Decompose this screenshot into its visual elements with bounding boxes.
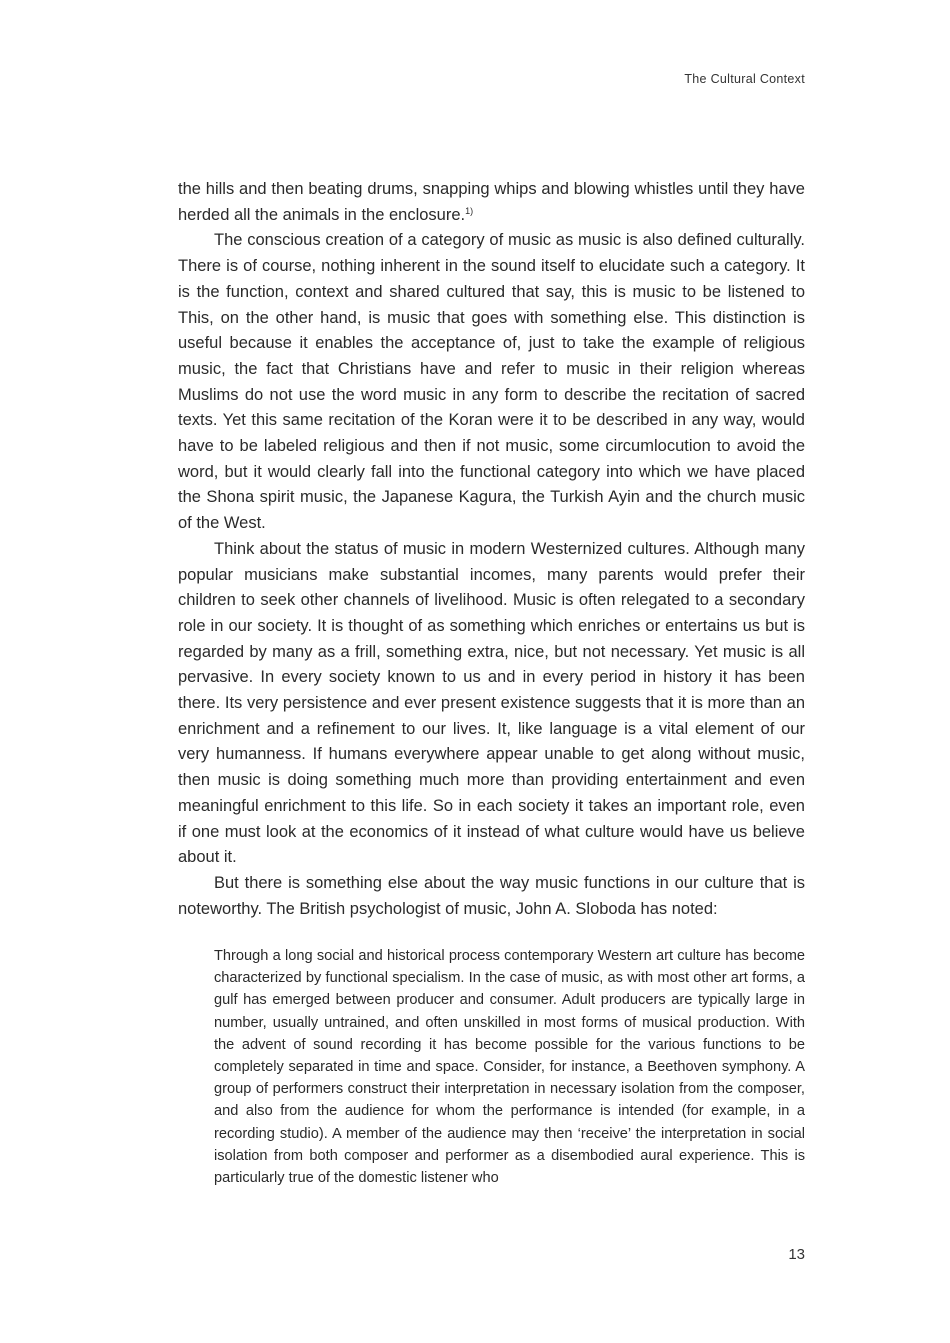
paragraph-3: Think about the status of music in modern Westernized cultures. Although many popular musicians make substantial incomes, many parents would prefer their children to seek other channels of livelihood. Music is often relegated to a secondary role in our society. It is thought of as something which enriches or entertains us but is regarded by many as a frill, something extra, nice, but not necessary. Yet music is all pervasive. In every society known to us and in every period in history it has been there. Its very persistence and ever present existence suggests that it is more than an enrichment and a refinement to our lives. It, like language is a vital element of our very humanness. If humans everywhere appear unable to get along without music, then music is doing something much more than providing entertainment and even meaningful enrichment to this life. So in each society it takes an important role, even if one must look at the economics of it instead of what culture would have us believe about it. bbox=[178, 539, 805, 867]
quote-text: Through a long social and historical process contemporary Western art culture has become characterized by functional specialism. In the case of music, as with most other art forms, a gulf has emerged between producer and consumer. Adult producers are typically large in number, usually untrained, and often unskilled in most forms of musical production. With the advent of sound recording it has become possible for the various functions to be completely separated in time and space. Consider, for instance, a Beethoven symphony. A group of performers construct their interpretation in necessary isolation from the composer, and also from the audience for whom the performance is intended (for example, in a recording studio). A member of the audience may then ‘receive’ the interpretation in social isolation from both composer and performer as a disembodied aural experience. This is particularly true of the domestic listener who bbox=[214, 948, 805, 1187]
paragraph-1-text: the hills and then beating drums, snapping whips and blowing whistles until they have herded all the animals in the enclosure. bbox=[178, 180, 805, 224]
main-text bbox=[178, 177, 805, 922]
paragraph-2: The conscious creation of a category of music as music is also defined culturally. There is of course, nothing inherent in the sound itself to elucidate such a category. It is the function, context and shared cultured that say, this is music to be listened to This, on the other hand, is music that goes with something else. This distinction is useful because it enables the acceptance of, just to take the example of religious music, the fact that Christians have and refer to music in their religion whereas Muslims do not use the word music in any form to describe the recitation of sacred texts. Yet this same recitation of the Koran were it to be described in any way, would have to be labeled religious and then if not music, some circumlocution to avoid the word, but it would clearly fall into the functional category into which we have placed the Shona spirit music, the Japanese Kagura, the Turkish Ayin and the church music of the West. bbox=[178, 231, 805, 533]
paragraph-continuation bbox=[178, 177, 805, 228]
footnote-marker[interactable]: 1) bbox=[465, 205, 474, 216]
page-number: 13 bbox=[788, 1246, 805, 1263]
paragraph-4: But there is something else about the way music functions in our culture that is noteworthy. The British psychologist of music, John A. Sloboda has noted: bbox=[178, 873, 805, 918]
running-header: The Cultural Context bbox=[684, 72, 805, 86]
block-quote bbox=[214, 945, 805, 1189]
